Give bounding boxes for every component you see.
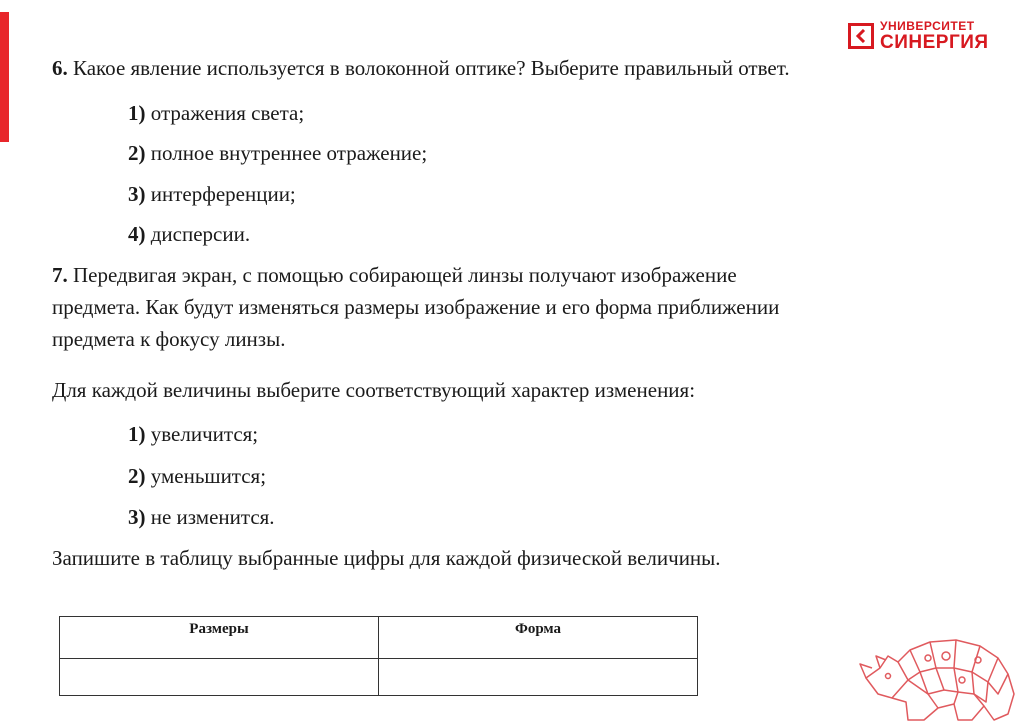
q6-option-1: 1) отражения света; (128, 101, 305, 125)
q6-option-4: 4) дисперсии. (128, 222, 251, 246)
question-6-number: 6. (52, 56, 68, 80)
accent-bar (0, 12, 9, 142)
question-7-line-2: предмета. Как будут изменяться размеры изображение и его форма приближении (52, 295, 780, 319)
synergy-logo-icon (848, 23, 874, 49)
answer-cell-sizes[interactable] (60, 659, 379, 696)
header-shape: Форма (379, 617, 698, 659)
question-6-text: Какое явление используется в волоконной оптике? Выберите правильный ответ. (67, 56, 790, 80)
synergy-logo (848, 18, 989, 54)
table-instruction: Запишите в таблицу выбранные цифры для каждой физической величины. (52, 546, 721, 570)
q7-option-3: 3) не изменится. (128, 505, 275, 529)
question-7-line-1: 7. Передвигая экран, с помощью собирающей линзы получают изображение (52, 263, 737, 287)
table-row (60, 659, 698, 696)
question-7-number: 7. (52, 263, 68, 287)
answer-cell-shape[interactable] (379, 659, 698, 696)
header-sizes: Размеры (60, 617, 379, 659)
logo-line-1: УНИВЕРСИТЕТ (880, 19, 975, 33)
question-6 (52, 56, 790, 81)
table-header-row (60, 617, 698, 659)
q6-option-2: 2) полное внутреннее отражение; (128, 141, 428, 165)
question-7-instruction: Для каждой величины выберите соответствующий характер изменения: (52, 378, 696, 402)
q6-option-3: 3) интерференции; (128, 182, 296, 206)
logo-line-2: СИНЕРГИЯ (880, 32, 989, 53)
answer-table (59, 616, 698, 696)
q7-option-1: 1) увеличится; (128, 422, 259, 446)
question-7-line-3: предмета к фокусу линзы. (52, 327, 286, 351)
q7-option-2: 2) уменьшится; (128, 464, 267, 488)
rhino-icon (858, 628, 1024, 723)
